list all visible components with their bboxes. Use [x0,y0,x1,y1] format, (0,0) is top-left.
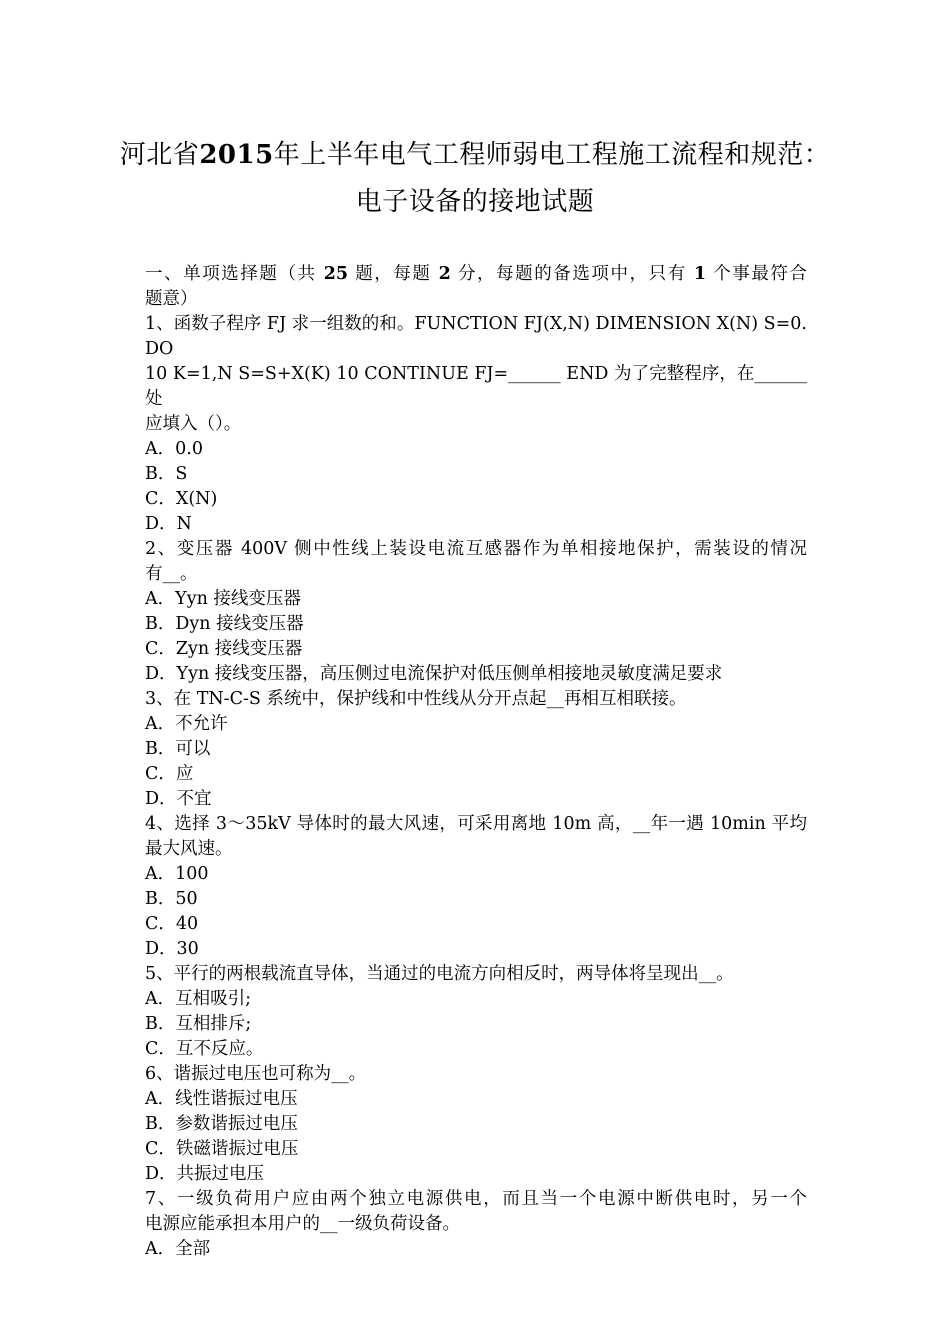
answer-option: A．100 [145,864,209,884]
heading-text-a: 一、单项选择题（共 [145,264,317,284]
section-heading-continued: 题意） [145,289,198,309]
question-7 [145,1187,807,1262]
answer-option: B．可以 [145,739,211,759]
answer-option: A．Yyn 接线变压器 [145,589,301,609]
answer-option: A．不允许 [145,714,228,734]
answer-option: D．Yyn 接线变压器，高压侧过电流保护对低压侧单相接地灵敏度满足要求 [145,664,723,684]
document-title-line-2: 电子设备的接地试题 [355,187,595,217]
answer-option: B．互相排斥; [145,1014,252,1034]
question-stem-line: 2、变压器 400V 侧中性线上装设电流互感器作为单相接地保护，需装设的情况 [145,539,807,559]
question-stem-line: 有__。 [145,564,198,584]
question-stem-line: 4、选择 3～35kV 导体时的最大风速，可采用离地 10m 高，__年一遇 10min 平均 [145,814,807,834]
answer-option: B．Dyn 接线变压器 [145,614,304,634]
answer-option: D．N [145,514,192,534]
question-1 [145,312,807,537]
heading-count: 25 [323,264,349,284]
question-stem-line: 5、平行的两根载流直导体，当通过的电流方向相反时，两导体将呈现出__。 [145,964,734,984]
question-stem-line: 3、在 TN-C-S 系统中，保护线和中性线从分开点起__再相互相联接。 [145,689,687,709]
answer-option: B．50 [145,889,198,909]
answer-option: C．Zyn 接线变压器 [145,639,303,659]
answer-option: A．线性谐振过电压 [145,1089,298,1109]
question-stem-line: 10 K=1,N S=S+X(K) 10 CONTINUE FJ=______ END 为了完整程序，在______处 [145,364,807,409]
answer-option: A．互相吸引; [145,989,252,1009]
answer-option: A．0.0 [145,439,203,459]
heading-one: 1 [693,264,707,284]
heading-points: 2 [438,264,451,284]
answer-option: A．全部 [145,1239,211,1259]
answer-option: B．S [145,464,188,484]
title-suffix: 年上半年电气工程师弱电工程施工流程和规范： [273,140,831,170]
answer-option: C．应 [145,764,194,784]
question-3 [145,687,807,812]
answer-option: C．40 [145,914,199,934]
title-prefix: 河北省 [119,140,200,170]
question-5 [145,962,807,1062]
answer-option: D．不宜 [145,789,212,809]
question-stem-line: 7、一级负荷用户应由两个独立电源供电，而且当一个电源中断供电时，另一个 [145,1189,807,1209]
question-stem-line: 应填入（）。 [145,414,242,434]
title-year: 2015 [199,140,274,170]
question-stem-line: 1、函数子程序 FJ 求一组数的和。FUNCTION FJ(X,N) DIMENSION X(N) S=0. DO [145,314,807,359]
answer-option: D．共振过电压 [145,1164,265,1184]
answer-option: C．X(N) [145,489,218,509]
question-stem-line: 电源应能承担本用户的__一级负荷设备。 [145,1214,460,1234]
heading-text-c: 分，每题的备选项中，只有 [457,264,687,284]
question-4 [145,812,807,962]
question-stem-line: 最大风速。 [145,839,233,859]
section-heading [145,262,807,287]
answer-option: C．铁磁谐振过电压 [145,1139,299,1159]
question-2 [145,537,807,687]
answer-option: D．30 [145,939,199,959]
document-body [145,262,807,1262]
document-title-line-1 [100,140,850,170]
heading-text-b: 题，每题 [355,264,432,284]
question-stem-line: 6、谐振过电压也可称为__。 [145,1064,367,1084]
heading-text-d: 个事最符合 [713,264,807,284]
question-6 [145,1062,807,1187]
answer-option: B．参数谐振过电压 [145,1114,298,1134]
answer-option: C．互不反应。 [145,1039,264,1059]
